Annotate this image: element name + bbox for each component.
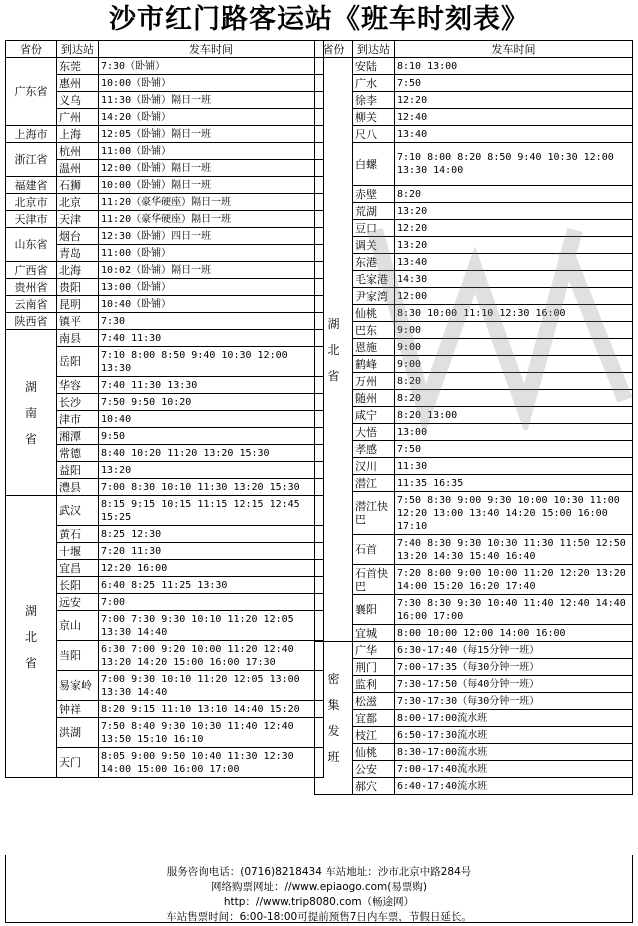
destination-cell: 汉川 [353,458,395,475]
province-label: 广东省 [14,85,48,98]
destination-cell: 荒湖 [353,203,395,220]
destination-cell: 杭州 [57,143,99,160]
destination-cell: 温州 [57,160,99,177]
footer-ticket-site: 网络购票网址：//www.epiaogo.com(易票购) [211,881,427,893]
province-cell [6,126,57,143]
province-cell [6,262,57,279]
destination-cell: 易家岭 [57,671,99,701]
departure-times-cell: 12:00 [395,288,633,305]
province-label: 密集发班 [327,672,340,764]
destination-cell: 义乌 [57,92,99,109]
table-row [315,203,633,220]
departure-times-cell: 6:50-17:30流水班 [395,727,633,744]
province-label: 福建省 [14,178,48,192]
departure-times-cell: 8:15 9:15 10:15 11:15 12:15 12:45 15:25 [99,496,324,526]
header-province: 省份 [315,41,353,58]
table-row [315,535,633,565]
departure-times-cell: 10:40（卧铺） [99,296,324,313]
destination-cell: 黄石 [57,526,99,543]
destination-cell: 公安 [353,761,395,778]
table-row [315,288,633,305]
departure-times-cell: 8:20 13:00 [395,407,633,424]
destination-cell: 柳关 [353,109,395,126]
destination-cell: 宜昌 [57,560,99,577]
departure-times-cell: 8:20 [395,186,633,203]
destination-cell: 赤壁 [353,186,395,203]
destination-cell: 惠州 [57,75,99,92]
departure-times-cell: 8:40 10:20 11:20 13:20 15:30 [99,445,324,462]
province-cell [315,642,353,795]
departure-times-cell: 7:00 8:30 10:10 11:30 13:20 15:30 [99,479,324,496]
destination-cell: 常德 [57,445,99,462]
province-cell [315,58,353,642]
table-row [6,211,324,228]
departure-times-cell: 11:00（卧铺） [99,245,324,262]
province-label: 北京市 [14,195,48,209]
table-row [6,296,324,313]
destination-cell: 潜江快巴 [353,492,395,535]
destination-cell: 远安 [57,594,99,611]
table-row [6,496,324,526]
province-cell [6,143,57,177]
table-row [6,228,324,245]
province-label: 湖南省 [25,379,38,446]
header-destination: 到达站 [57,41,99,58]
destination-cell: 津市 [57,411,99,428]
destination-cell: 烟台 [57,228,99,245]
destination-cell: 当阳 [57,641,99,671]
destination-cell: 郝穴 [353,778,395,795]
departure-times-cell: 11:20（豪华硬座）隔日一班 [99,211,324,228]
table-row [315,126,633,143]
destination-cell: 尹家湾 [353,288,395,305]
departure-times-cell: 7:40 11:30 [99,330,324,347]
departure-times-cell: 7:20 8:00 9:00 10:00 11:20 12:20 13:20 14:00 15:20 16:20 17:40 [395,565,633,595]
departure-times-cell: 13:00（卧铺） [99,279,324,296]
destination-cell: 监利 [353,676,395,693]
destination-cell: 上海 [57,126,99,143]
table-row [6,262,324,279]
table-row [315,492,633,535]
departure-times-cell: 13:00 [395,424,633,441]
table-row [6,194,324,211]
departure-times-cell: 12:20 [395,92,633,109]
table-row [315,642,633,659]
province-label: 广西省 [14,263,48,277]
destination-cell: 东莞 [57,58,99,75]
departure-times-cell: 9:00 [395,322,633,339]
table-row [315,356,633,373]
destination-cell: 洪湖 [57,718,99,748]
province-label: 湖北省 [327,316,340,383]
header-province: 省份 [6,41,57,58]
destination-cell: 钟祥 [57,701,99,718]
table-row [315,373,633,390]
departure-times-cell: 12:00（卧铺）隔日一班 [99,160,324,177]
departure-times-cell: 7:30（卧铺） [99,58,324,75]
departure-times-cell: 7:50 [395,75,633,92]
destination-cell: 石狮 [57,177,99,194]
departure-times-cell: 11:20（豪华硬座）隔日一班 [99,194,324,211]
departure-times-cell: 12:40 [395,109,633,126]
departure-times-cell: 7:20 11:30 [99,543,324,560]
table-row [315,271,633,288]
province-cell [6,211,57,228]
departure-times-cell: 9:00 [395,339,633,356]
departure-times-cell: 7:50 9:50 10:20 [99,394,324,411]
destination-cell: 广州 [57,109,99,126]
departure-times-cell: 7:00-17:35（每30分钟一班） [395,659,633,676]
province-label: 陕西省 [14,314,48,328]
destination-cell: 毛家港 [353,271,395,288]
province-label: 云南省 [14,297,48,311]
table-row [6,58,324,75]
footer-sale-hours: 车站售票时间：6:00-18:00可提前预售7日内车票，节假日延长。 [166,911,472,923]
departure-times-cell: 11:35 16:35 [395,475,633,492]
departure-times-cell: 8:20 9:15 11:10 13:10 14:40 15:20 [99,701,324,718]
departure-times-cell: 8:05 9:00 9:50 10:40 11:30 12:30 14:00 15:00 16:00 17:00 [99,748,324,778]
destination-cell: 岳阳 [57,347,99,377]
table-row [315,595,633,625]
departure-times-cell: 13:20 [99,462,324,479]
table-row [315,778,633,795]
table-row [315,143,633,186]
destination-cell: 天门 [57,748,99,778]
departure-times-cell: 10:00（卧铺） [99,75,324,92]
departure-times-cell: 6:40-17:40流水班 [395,778,633,795]
table-row [315,744,633,761]
schedule-table-right [314,40,633,795]
departure-times-cell: 7:30-17:50（每40分钟一班） [395,676,633,693]
destination-cell: 京山 [57,611,99,641]
destination-cell: 武汉 [57,496,99,526]
destination-cell: 巴东 [353,322,395,339]
destination-cell: 长沙 [57,394,99,411]
destination-cell: 枝江 [353,727,395,744]
table-row [315,475,633,492]
destination-cell: 宜城 [353,625,395,642]
departure-times-cell: 9:50 [99,428,324,445]
destination-cell: 北京 [57,194,99,211]
table-row [6,177,324,194]
departure-times-cell: 6:40 8:25 11:25 13:30 [99,577,324,594]
province-cell [6,194,57,211]
province-label: 浙江省 [14,153,48,166]
destination-cell: 襄阳 [353,595,395,625]
departure-times-cell: 12:20 16:00 [99,560,324,577]
destination-cell: 万州 [353,373,395,390]
destination-cell: 潜江 [353,475,395,492]
destination-cell: 孝感 [353,441,395,458]
destination-cell: 仙桃 [353,305,395,322]
province-cell [6,58,57,126]
departure-times-cell: 7:00 9:30 10:10 11:20 12:05 13:00 13:30 14:40 [99,671,324,701]
table-row [6,143,324,160]
table-row [315,727,633,744]
destination-cell: 白螺 [353,143,395,186]
departure-times-cell: 7:10 8:00 8:20 8:50 9:40 10:30 12:00 13:30 14:00 [395,143,633,186]
province-label: 湖北省 [25,603,38,670]
table-row [315,625,633,642]
departure-times-cell: 13:40 [395,254,633,271]
departure-times-cell: 7:40 11:30 13:30 [99,377,324,394]
destination-cell: 松滋 [353,693,395,710]
table-row [315,186,633,203]
table-row [315,565,633,595]
departure-times-cell: 13:20 [395,203,633,220]
destination-cell: 镇平 [57,313,99,330]
table-row [315,58,633,75]
departure-times-cell: 10:40 [99,411,324,428]
departure-times-cell: 12:05（卧铺）隔日一班 [99,126,324,143]
province-cell [6,313,57,330]
province-cell [6,228,57,262]
destination-cell: 东港 [353,254,395,271]
departure-times-cell: 14:20（卧铺） [99,109,324,126]
destination-cell: 广华 [353,642,395,659]
destination-cell: 长阳 [57,577,99,594]
departure-times-cell: 7:30 8:30 9:30 10:40 11:40 12:40 14:40 16:00 17:00 [395,595,633,625]
footer-ticket-site-2: http：//www.trip8080.com（畅途网） [223,896,415,908]
header-times: 发车时间 [99,41,324,58]
province-label: 上海市 [14,127,48,141]
table-row [315,390,633,407]
departure-times-cell: 7:00 7:30 9:30 10:10 11:20 12:05 13:30 14:40 [99,611,324,641]
departure-times-cell: 7:50 8:30 9:00 9:30 10:00 10:30 11:00 12:20 13:00 13:40 14:20 15:00 16:00 17:10 [395,492,633,535]
province-cell [6,296,57,313]
departure-times-cell: 13:40 [395,126,633,143]
departure-times-cell: 8:00-17:00流水班 [395,710,633,727]
departure-times-cell: 9:00 [395,356,633,373]
header-times: 发车时间 [395,41,633,58]
departure-times-cell: 8:20 [395,373,633,390]
table-row [6,279,324,296]
table-row [315,693,633,710]
destination-cell: 北海 [57,262,99,279]
departure-times-cell: 8:20 [395,390,633,407]
departure-times-cell: 11:30 [395,458,633,475]
table-row [315,305,633,322]
page-title: 沙市红门路客运站《班车时刻表》 [109,4,529,35]
table-row [315,92,633,109]
destination-cell: 调关 [353,237,395,254]
province-cell [6,177,57,194]
table-row [315,407,633,424]
table-row [315,676,633,693]
departure-times-cell: 7:00 [99,594,324,611]
province-cell [6,496,57,778]
destination-cell: 石首快巴 [353,565,395,595]
table-row [315,237,633,254]
departure-times-cell: 10:02（卧铺）隔日一班 [99,262,324,279]
departure-times-cell: 7:50 8:40 9:30 10:30 11:40 12:40 13:50 15:10 16:10 [99,718,324,748]
destination-cell: 广水 [353,75,395,92]
destination-cell: 豆口 [353,220,395,237]
departure-times-cell: 6:30-17:40（每15分钟一班） [395,642,633,659]
departure-times-cell: 8:10 13:00 [395,58,633,75]
departure-times-cell: 7:50 [395,441,633,458]
destination-cell: 仙桃 [353,744,395,761]
table-row [315,761,633,778]
table-row [6,313,324,330]
departure-times-cell: 8:00 10:00 12:00 14:00 16:00 [395,625,633,642]
departure-times-cell: 7:00-17:40流水班 [395,761,633,778]
departure-times-cell: 10:00（卧铺）隔日一班 [99,177,324,194]
destination-cell: 青岛 [57,245,99,262]
departure-times-cell: 6:30 7:00 9:20 10:00 11:20 12:40 13:20 14:20 15:00 16:00 17:30 [99,641,324,671]
table-row [315,659,633,676]
table-row [315,109,633,126]
departure-times-cell: 7:30-17:30（每30分钟一班） [395,693,633,710]
table-row [315,220,633,237]
header-destination: 到达站 [353,41,395,58]
table-row [6,330,324,347]
table-row [315,710,633,727]
departure-times-cell: 8:30 10:00 11:10 12:30 16:00 [395,305,633,322]
destination-cell: 湘潭 [57,428,99,445]
schedule-table-left [5,40,324,778]
table-row [315,75,633,92]
destination-cell: 石首 [353,535,395,565]
footer-contact: 服务咨询电话：(0716)8218434 车站地址：沙市北京中路284号 [166,866,472,878]
destination-cell: 徐李 [353,92,395,109]
province-cell [6,330,57,496]
departure-times-cell: 8:30-17:00流水班 [395,744,633,761]
province-cell [6,279,57,296]
destination-cell: 安陆 [353,58,395,75]
departure-times-cell: 12:20 [395,220,633,237]
destination-cell: 荆门 [353,659,395,676]
destination-cell: 天津 [57,211,99,228]
province-label: 天津市 [14,212,48,226]
departure-times-cell: 8:25 12:30 [99,526,324,543]
departure-times-cell: 13:20 [395,237,633,254]
destination-cell: 南县 [57,330,99,347]
table-row [315,339,633,356]
destination-cell: 恩施 [353,339,395,356]
destination-cell: 宜都 [353,710,395,727]
table-row [315,254,633,271]
destination-cell: 十堰 [57,543,99,560]
destination-cell: 昆明 [57,296,99,313]
destination-cell: 大悟 [353,424,395,441]
destination-cell: 贵阳 [57,279,99,296]
departure-times-cell: 7:30 [99,313,324,330]
destination-cell: 华容 [57,377,99,394]
destination-cell: 益阳 [57,462,99,479]
departure-times-cell: 7:40 8:30 9:30 10:30 11:30 11:50 12:50 13:20 14:30 15:40 16:40 [395,535,633,565]
province-label: 贵州省 [14,280,48,294]
departure-times-cell: 12:30（卧铺）四日一班 [99,228,324,245]
destination-cell: 鹤峰 [353,356,395,373]
table-row [315,424,633,441]
destination-cell: 澧县 [57,479,99,496]
departure-times-cell: 11:00（卧铺） [99,143,324,160]
departure-times-cell: 7:10 8:00 8:50 9:40 10:30 12:00 13:30 [99,347,324,377]
destination-cell: 随州 [353,390,395,407]
table-row [6,126,324,143]
table-row [315,441,633,458]
departure-times-cell: 14:30 [395,271,633,288]
province-label: 山东省 [14,238,48,251]
departure-times-cell: 11:30（卧铺）隔日一班 [99,92,324,109]
destination-cell: 咸宁 [353,407,395,424]
destination-cell: 尺八 [353,126,395,143]
footer-info [5,855,633,923]
table-row [315,322,633,339]
table-row [315,458,633,475]
